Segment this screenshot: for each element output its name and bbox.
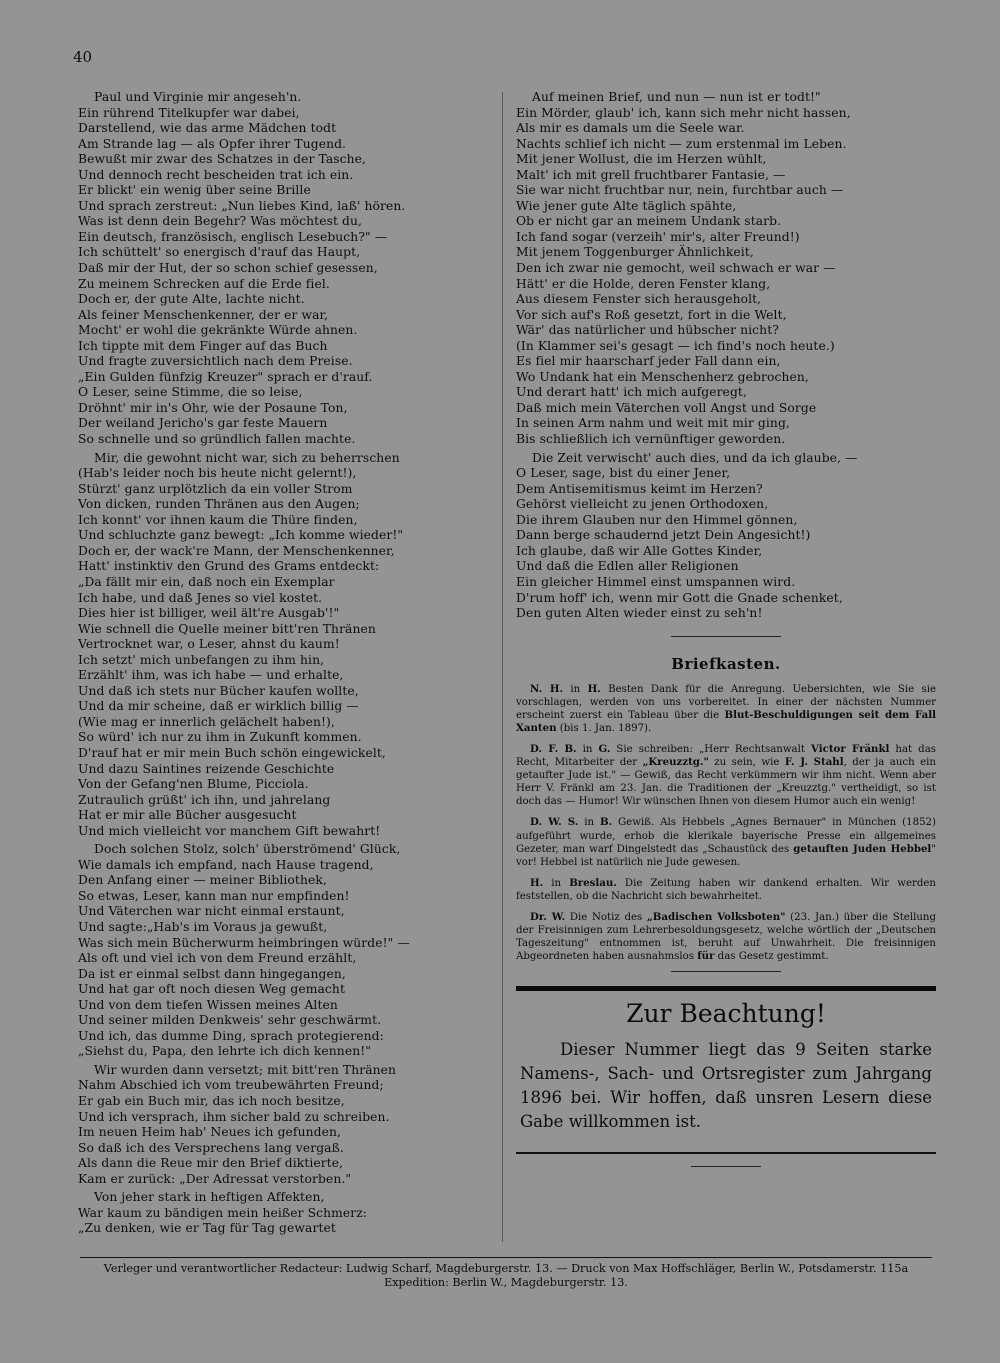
poem-line: Von jeher stark in heftigen Affekten, <box>94 1190 325 1205</box>
poem-line: Ich fand sogar (verzeih' mir's, alter Freund!) <box>516 229 800 244</box>
poem-line: Ein deutsch, französisch, englisch Lesebuch?" — <box>78 229 388 244</box>
poem-line: Und dazu Saintines reizende Geschichte <box>78 761 335 776</box>
poem-line: Und derart hatt' ich mich aufgeregt, <box>516 385 747 400</box>
poem-line: Und schluchzte ganz bewegt: „Ich komme wieder!" <box>78 528 404 543</box>
poem-column-right <box>516 90 936 622</box>
poem-line: Die ihrem Glauben nur den Himmel gönnen, <box>516 512 798 527</box>
poem-line: Nachts schlief ich nicht — zum erstenmal im Leben. <box>516 136 847 151</box>
poem-line: Was ist denn dein Begehr? Was möchtest du, <box>78 214 363 229</box>
poem-line: Und hat gar oft noch diesen Weg gemacht <box>78 982 345 997</box>
imprint-footer <box>80 1262 932 1290</box>
letterbox-entries <box>516 683 936 964</box>
letterbox-entry: N. H. in H. Besten Dank für die Anregung. Uebersichten, wie Sie sie vorschlagen, werden von uns vorbereitet. In einer der nächsten Nummer erscheint zuerst ein Tableau über die Blut-Beschuldigungen seit dem Fall Xanten (bis 1. Jan. 1897). <box>516 682 937 734</box>
poem-line: Erzählt' ihm, was ich habe — und erhalte, <box>78 668 344 683</box>
poem-column-left <box>78 90 490 1240</box>
poem-line: Dies hier ist billiger, weil ält're Ausgab'!" <box>78 606 340 621</box>
notice-box <box>516 999 936 1134</box>
poem-line: Als oft und viel ich von dem Freund erzählt, <box>78 951 357 966</box>
poem-line: „Siehst du, Papa, den lehrte ich dich kennen!" <box>78 1044 372 1059</box>
poem-stanza <box>516 451 936 622</box>
poem-line: Und fragte zuversichtlich nach dem Preise. <box>78 354 353 369</box>
poem-line: Und seiner milden Denkweis' sehr geschwärmt. <box>78 1013 382 1028</box>
poem-line: Wo Undank hat ein Menschenherz gebrochen, <box>516 369 809 384</box>
poem-line: Nahm Abschied ich vom treubewährten Freund; <box>78 1078 384 1093</box>
separator-rule <box>671 971 781 972</box>
poem-line: (Hab's leider noch bis heute nicht gelernt!), <box>78 466 357 481</box>
poem-line: War kaum zu bändigen mein heißer Schmerz: <box>78 1205 368 1220</box>
letterbox-section <box>516 655 936 964</box>
poem-line: Mir, die gewohnt nicht war, sich zu beherrschen <box>94 450 400 465</box>
poem-line: Stürzt' ganz urplötzlich da ein voller Strom <box>78 481 353 496</box>
poem-line: Und von dem tiefen Wissen meines Alten <box>78 997 338 1012</box>
poem-line: Ich habe, und daß Jenes so viel kostet. <box>78 590 323 605</box>
poem-line: So etwas, Leser, kann man nur empfinden! <box>78 888 350 903</box>
poem-line: Zu meinem Schrecken auf die Erde fiel. <box>78 276 330 291</box>
separator-rule <box>671 636 781 637</box>
poem-line: Was sich mein Bücherwurm heimbringen würde!" — <box>78 935 410 950</box>
separator-rule <box>691 1166 761 1167</box>
poem-line: Daß mir der Hut, der so schon schief gesessen, <box>78 261 378 276</box>
letterbox-entry: Dr. W. Die Notiz des „Badischen Volksboten" (23. Jan.) über die Stellung der Freisinnigen zum Lehrerbesoldungsgesetz, welche wörtlich der „Deutschen Tageszeitung" entnommen ist, beruht auf Unwahrheit. Die freisinnigen Abgeordneten haben ausnahmslos für das Gesetz gestimmt. <box>516 911 936 963</box>
poem-stanza <box>78 842 490 1060</box>
poem-line: Wie jener gute Alte täglich spähte, <box>516 198 737 213</box>
poem-line: Und daß die Edlen aller Religionen <box>516 559 739 574</box>
poem-line: D'rum hoff' ich, wenn mir Gott die Gnade schenket, <box>516 590 843 605</box>
poem-line: Und dennoch recht bescheiden trat ich ein. <box>78 167 354 182</box>
poem-stanza <box>516 90 936 448</box>
poem-line: Ein gleicher Himmel einst umspannen wird. <box>516 574 796 589</box>
poem-line: Von dicken, runden Thränen aus den Augen; <box>78 497 360 512</box>
poem-line: Wie schnell die Quelle meiner bitt'ren Thränen <box>78 621 376 636</box>
poem-line: Bis schließlich ich vernünftiger geworden. <box>516 432 786 447</box>
right-column <box>516 90 936 1173</box>
poem-line: Auf meinen Brief, und nun — nun ist er todt!" <box>532 90 821 104</box>
poem-line: Als mir es damals um die Seele war. <box>516 121 745 136</box>
footer-rule <box>80 1257 932 1258</box>
letterbox-entry: D. W. S. in B. Gewiß. Als Hebbels „Agnes Bernauer" in München (1852) aufgeführt wurde, erhob die klerikale bayerische Presse ein allgemeines Gezeter, man warf Dingelstedt das „Schaustück des getauften Juden Hebbel" vor! Hebbel ist natürlich nie Jude gewesen. <box>516 816 937 868</box>
poem-line: D'rauf hat er mir mein Buch schön eingewickelt, <box>78 745 386 760</box>
poem-line: Den Anfang einer — meiner Bibliothek, <box>78 873 327 888</box>
poem-line: Gehörst vielleicht zu jenen Orthodoxen, <box>516 497 769 512</box>
poem-line: Vor sich auf's Roß gesetzt, fort in die Welt, <box>516 307 787 322</box>
poem-line: Und sprach zerstreut: „Nun liebes Kind, laß' hören. <box>78 198 406 213</box>
poem-line: Hätt' er die Holde, deren Fenster klang, <box>516 276 771 291</box>
notice-bottom-rule <box>516 1152 936 1154</box>
poem-line: So schnelle und so gründlich fallen machte. <box>78 432 356 447</box>
poem-line: Mit jener Wollust, die im Herzen wühlt, <box>516 152 767 167</box>
poem-line: Und ich versprach, ihm sicher bald zu schreiben. <box>78 1109 390 1124</box>
poem-line: Daß mich mein Väterchen voll Angst und Sorge <box>516 400 817 415</box>
poem-line: Von der Gefang'nen Blume, Picciola. <box>78 777 309 792</box>
poem-line: Wir wurden dann versetzt; mit bitt'ren Thränen <box>94 1062 397 1077</box>
poem-line: Hat er mir alle Bücher ausgesucht <box>78 808 297 823</box>
poem-line: So daß ich des Versprechens lang vergaß. <box>78 1140 344 1155</box>
poem-line: Da ist er einmal selbst dann hingegangen, <box>78 966 346 981</box>
poem-line: Am Strande lag — als Opfer ihrer Tugend. <box>78 136 347 151</box>
notice-title: Zur Beachtung! <box>626 999 826 1029</box>
poem-line: O Leser, seine Stimme, die so leise, <box>78 385 303 400</box>
poem-line: Malt' ich mit grell fruchtbarer Fantasie, — <box>516 167 786 182</box>
poem-line: Ich tippte mit dem Finger auf das Buch <box>78 338 328 353</box>
poem-line: Ein Mörder, glaub' ich, kann sich mehr nicht hassen, <box>516 105 851 120</box>
poem-line: Zutraulich grüßt' ich ihn, und jahrelang <box>78 792 331 807</box>
imprint-line: Verleger und verantwortlicher Redacteur: Ludwig Scharf, Magdeburgerstr. 13. — Druck von Max Hoffschläger, Berlin W., Potsdamerstr. 115a <box>103 1262 909 1275</box>
poem-line: Vertrocknet war, o Leser, ahnst du kaum! <box>78 637 340 652</box>
poem-line: Ich schüttelt' so energisch d'rauf das Haupt, <box>78 245 361 260</box>
poem-line: Die Zeit verwischt' auch dies, und da ich glaube, — <box>532 450 858 465</box>
poem-line: Ich glaube, daß wir Alle Gottes Kinder, <box>516 543 763 558</box>
poem-line: (In Klammer sei's gesagt — ich find's noch heute.) <box>516 338 835 353</box>
poem-stanza <box>78 1190 490 1237</box>
poem-line: Und mich vielleicht vor manchem Gift bewahrt! <box>78 823 381 838</box>
poem-line: Den guten Alten wieder einst zu seh'n! <box>516 606 763 621</box>
poem-line: Dem Antisemitismus keimt im Herzen? <box>516 481 763 496</box>
poem-line: „Ein Gulden fünfzig Kreuzer" sprach er d'rauf. <box>78 369 373 384</box>
poem-line: Mit jenem Toggenburger Ähnlichkeit, <box>516 245 754 260</box>
poem-line: In seinen Arm nahm und weit mit mir ging, <box>516 416 790 431</box>
poem-line: Doch er, der wack're Mann, der Menschenkenner, <box>78 543 395 558</box>
poem-line: Wie damals ich empfand, nach Hause tragend, <box>78 857 374 872</box>
letterbox-entry: D. F. B. in G. Sie schreiben: „Herr Rechtsanwalt Victor Fränkl hat das Recht, Mitarbeiter der „Kreuzztg." zu sein, wie F. J. Stahl, der ja auch ein getaufter Jude ist." — Gewiß, das Recht verkümmern wir ihm nicht. Wenn aber Herr V. Fränkl am 23. Jan. die Traditionen der „Kreuzztg." vertheidigt, so ist doch das — Humor! Wir wünschen Ihnen von diesem Humor auch ein wenig! <box>516 742 937 808</box>
notice-body: Dieser Nummer liegt das 9 Seiten starke Namens-, Sach- und Ortsregister zum Jahrgang 1896 bei. Wir hoffen, daß unsren Lesern diese Gabe willkommen ist. <box>520 1040 932 1132</box>
letterbox-title: Briefkasten. <box>671 654 781 673</box>
poem-line: Darstellend, wie das arme Mädchen todt <box>78 121 337 136</box>
poem-line: Und daß ich stets nur Bücher kaufen wollte, <box>78 683 359 698</box>
poem-line: Er gab ein Buch mir, das ich noch besitze, <box>78 1094 345 1108</box>
poem-line: Dröhnt' mir in's Ohr, wie der Posaune Ton, <box>78 400 348 415</box>
poem-line: „Zu denken, wie er Tag für Tag gewartet <box>78 1221 336 1236</box>
poem-line: So würd' ich nur zu ihm in Zukunft kommen. <box>78 730 362 745</box>
poem-line: Und da mir scheine, daß er wirklich billig — <box>78 699 359 714</box>
poem-line: Hatt' instinktiv den Grund des Grams entdeckt: <box>78 559 380 574</box>
poem-line: Der weiland Jericho's gar feste Mauern <box>78 416 328 431</box>
column-divider <box>502 92 503 1242</box>
poem-line: Aus diesem Fenster sich herausgeholt, <box>516 292 762 307</box>
imprint-expedition-line: Expedition: Berlin W., Magdeburgerstr. 13. <box>384 1276 628 1289</box>
poem-line: Doch er, der gute Alte, lachte nicht. <box>78 292 305 307</box>
poem-line: Und sagte:„Hab's im Voraus ja gewußt, <box>78 919 328 934</box>
poem-line: Mocht' er wohl die gekränkte Würde ahnen. <box>78 323 358 338</box>
notice-top-rule <box>516 986 936 991</box>
poem-line: Bewußt mir zwar des Schatzes in der Tasche, <box>78 152 367 167</box>
poem-stanza <box>78 1063 490 1187</box>
poem-stanza <box>78 451 490 840</box>
page-number: 40 <box>73 48 93 66</box>
poem-line: Ich konnt' vor ihnen kaum die Thüre finden, <box>78 512 358 527</box>
poem-line: Als feiner Menschenkenner, der er war, <box>78 307 329 322</box>
poem-line: Er blickt' ein wenig über seine Brille <box>78 183 311 198</box>
poem-line: Sie war nicht fruchtbar nur, nein, furchtbar auch — <box>516 183 844 198</box>
poem-stanza <box>78 90 490 448</box>
poem-line: Dann berge schaudernd jetzt Dein Angesicht!) <box>516 528 811 543</box>
poem-line: (Wie mag er innerlich gelächelt haben!), <box>78 714 335 729</box>
poem-line: Ein rührend Titelkupfer war dabei, <box>78 105 300 120</box>
poem-line: Doch solchen Stolz, solch' überströmend' Glück, <box>94 842 401 857</box>
poem-line: Kam er zurück: „Der Adressat verstorben." <box>78 1171 352 1186</box>
poem-line: Den ich zwar nie gemocht, weil schwach er war — <box>516 261 836 276</box>
poem-line: Im neuen Heim hab' Neues ich gefunden, <box>78 1125 341 1140</box>
poem-line: O Leser, sage, bist du einer Jener, <box>516 466 731 481</box>
letterbox-entry: H. in Breslau. Die Zeitung haben wir dankend erhalten. Wir werden feststellen, ob die Nachricht sich bewahrheitet. <box>516 876 936 902</box>
poem-line: Und ich, das dumme Ding, sprach protegierend: <box>78 1028 384 1043</box>
poem-line: Es fiel mir haarscharf jeder Fall dann ein, <box>516 354 781 369</box>
poem-line: Paul und Virginie mir angeseh'n. <box>94 90 302 104</box>
poem-line: Wär' das natürlicher und hübscher nicht? <box>516 323 779 338</box>
poem-line: Und Väterchen war nicht einmal erstaunt, <box>78 904 345 919</box>
poem-line: Ob er nicht gar an meinem Undank starb. <box>516 214 782 229</box>
poem-line: Ich setzt' mich unbefangen zu ihm hin, <box>78 652 325 667</box>
poem-line: Als dann die Reue mir den Brief diktierte, <box>78 1156 344 1171</box>
poem-line: „Da fällt mir ein, daß noch ein Exemplar <box>78 574 335 589</box>
